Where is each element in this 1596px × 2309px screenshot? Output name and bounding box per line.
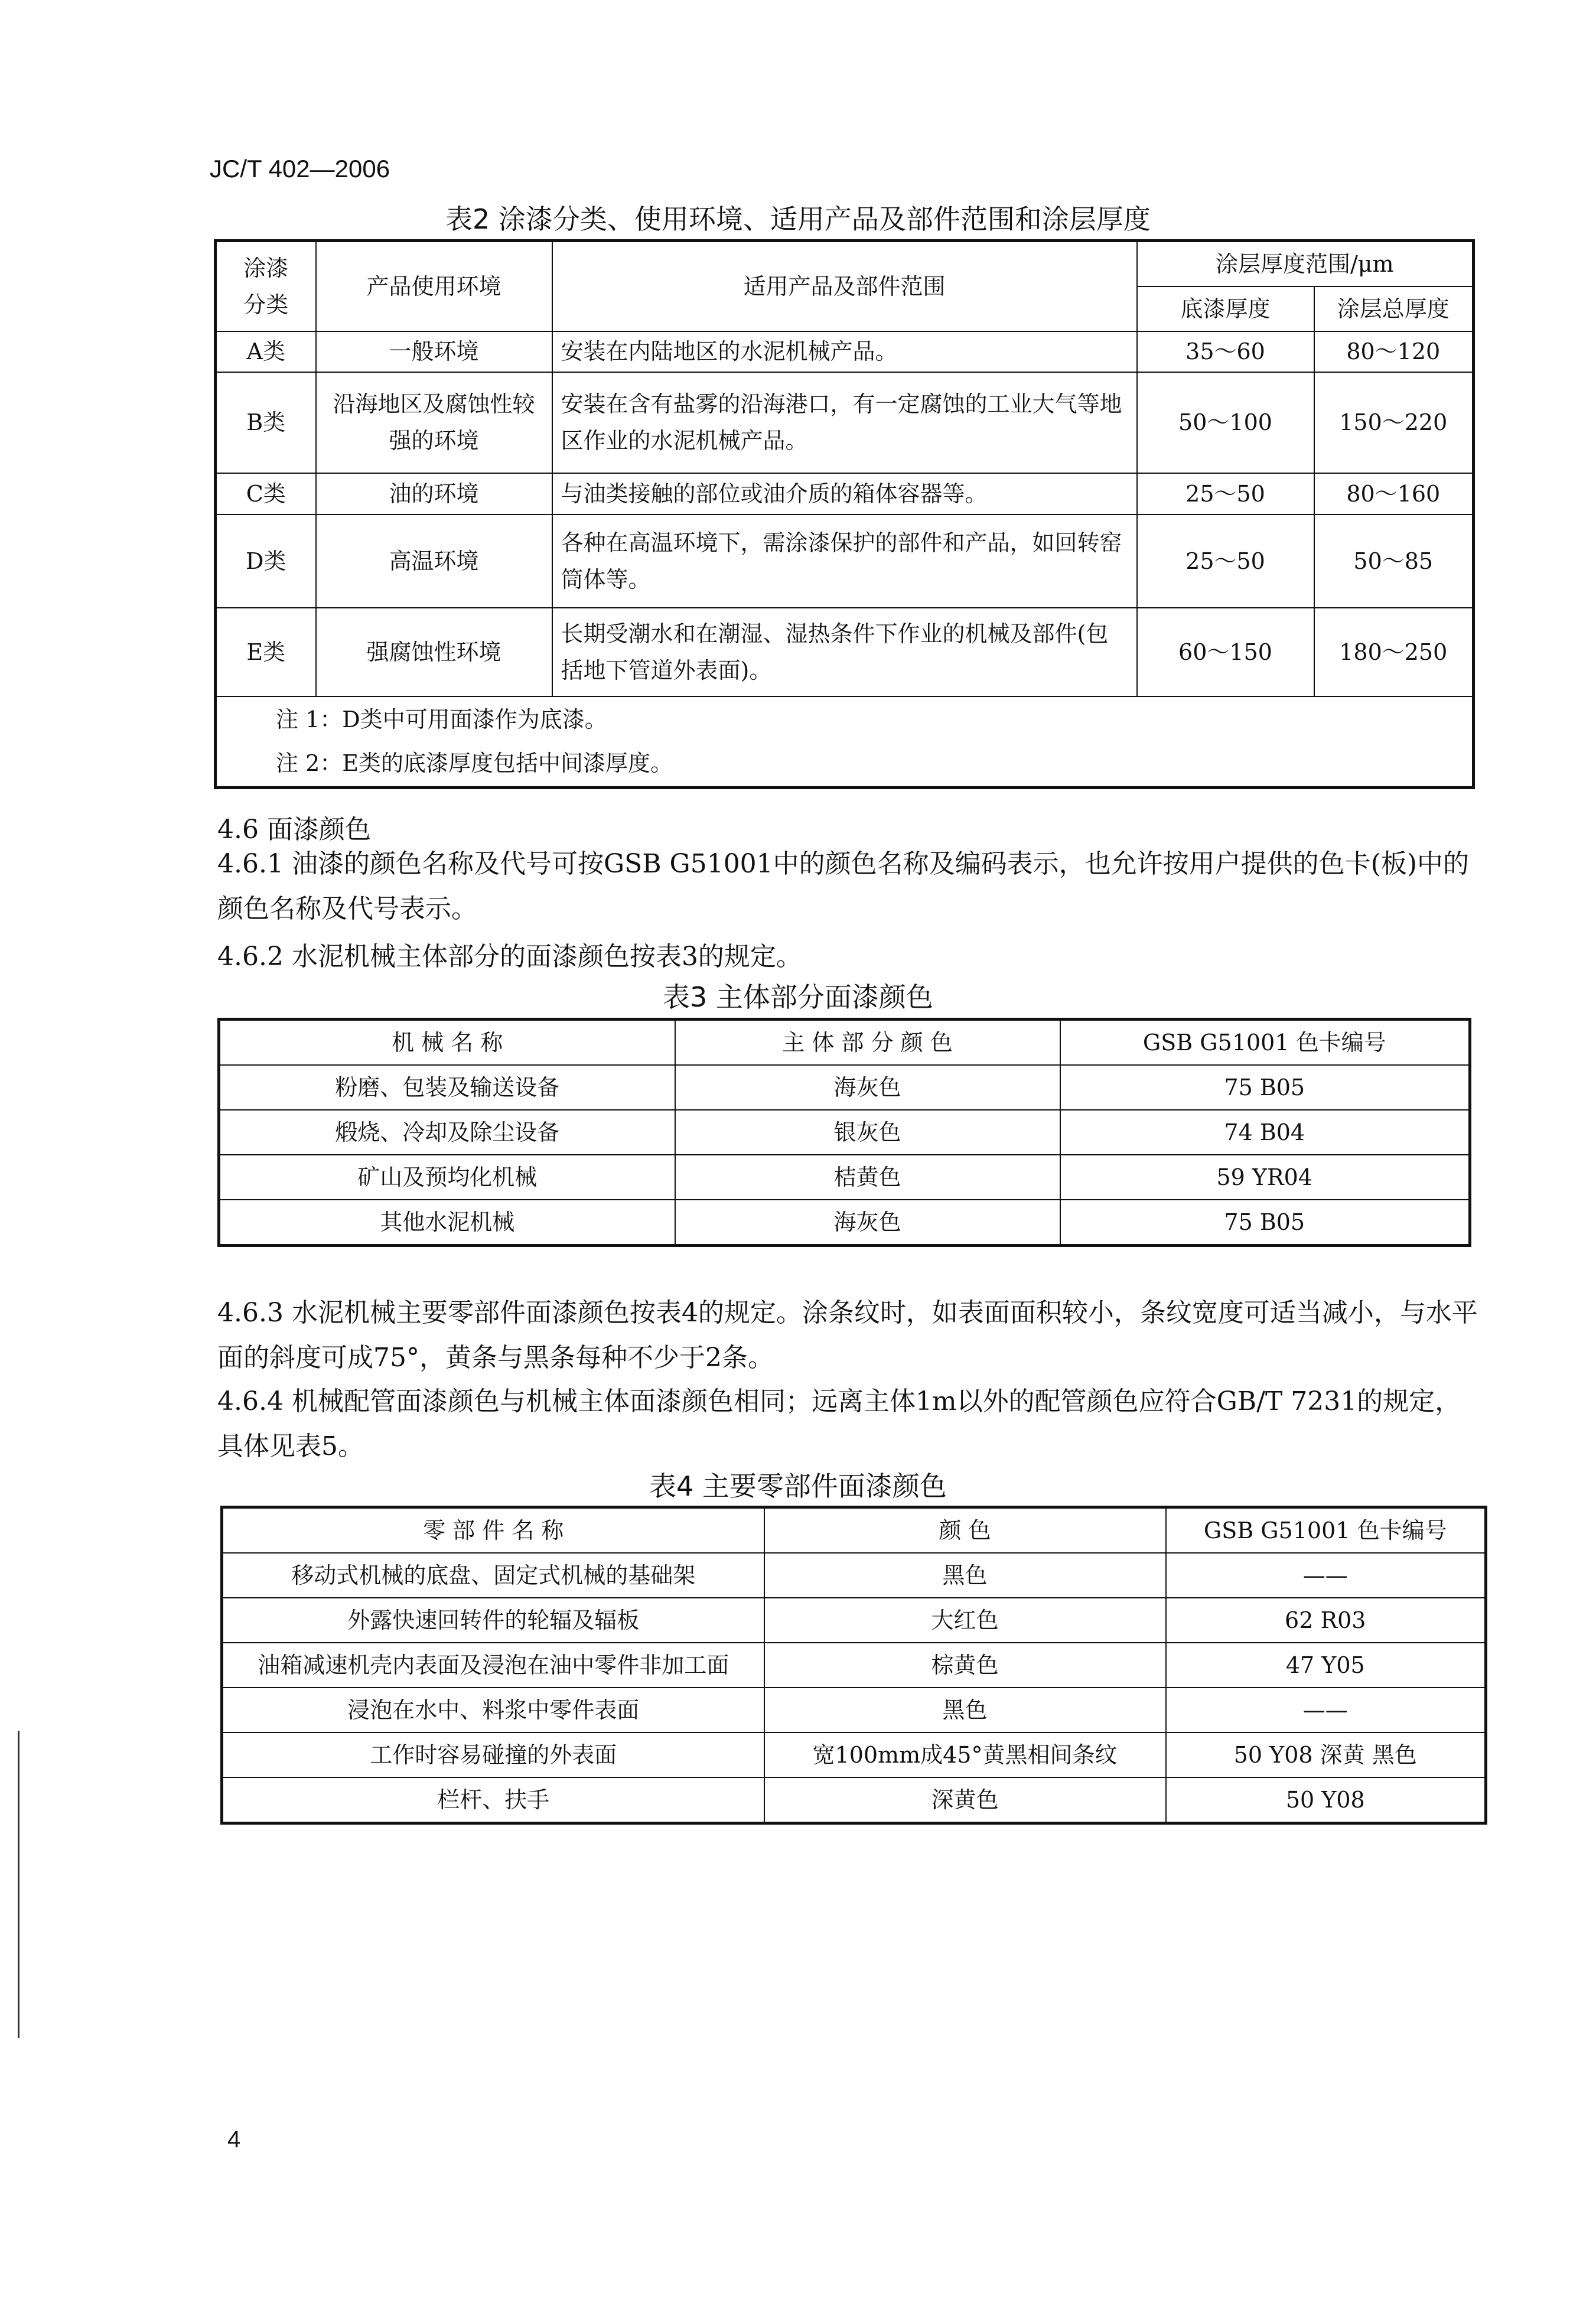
table-row: 外露快速回转件的轮辐及辐板 大红色 62 R03 (222, 1598, 1486, 1643)
table2 (214, 239, 1475, 789)
header-scope: 适用产品及部件范围 (552, 241, 1137, 331)
clause-4-6-4: 4.6.4 机械配管面漆颜色与机械主体面漆颜色相同；远离主体1m以外的配管颜色应符合GB/T 7231的规定，具体见表5。 (217, 1386, 1461, 1461)
section-4-6-title: 4.6 面漆颜色 (217, 815, 371, 845)
header-primer: 底漆厚度 (1137, 286, 1314, 331)
table-row: 油箱减速机壳内表面及浸泡在油中零件非加工面 棕黄色 47 Y05 (222, 1643, 1486, 1688)
table4-caption: 表4 主要零部件面漆颜色 (649, 1470, 947, 1502)
table-row: A类 一般环境 安装在内陆地区的水泥机械产品。 35～60 80～120 (216, 331, 1474, 372)
clause-4-6-3: 4.6.3 水泥机械主要零部件面漆颜色按表4的规定。涂条纹时，如表面面积较小，条纹宽度可适当减小，与水平面的斜度可成75°，黄条与黑条每种不少于2条。 (217, 1298, 1478, 1373)
page-number: 4 (227, 2126, 241, 2152)
table3 (217, 1018, 1471, 1247)
header-class: 涂漆 分类 (216, 241, 316, 331)
header-thickness: 涂层厚度范围/μm (1137, 241, 1474, 286)
table2-caption: 表2 涂漆分类、使用环境、适用产品及部件范围和涂层厚度 (445, 203, 1151, 235)
table-row: 矿山及预均化机械 桔黄色 59 YR04 (219, 1155, 1470, 1200)
header-env: 产品使用环境 (316, 241, 552, 331)
table-row: 栏杆、扶手 深黄色 50 Y08 (222, 1777, 1486, 1823)
table-header-row: 零 部 件 名 称 颜 色 GSB G51001 色卡编号 (222, 1507, 1486, 1554)
note-2: 注 2：E类的底漆厚度包括中间漆厚度。 (276, 750, 673, 777)
table-row: 移动式机械的底盘、固定式机械的基础架 黑色 —— (222, 1553, 1486, 1598)
table-row: 煅烧、冷却及除尘设备 银灰色 74 B04 (219, 1110, 1470, 1155)
clause-4-6-2: 4.6.2 水泥机械主体部分的面漆颜色按表3的规定。 (217, 942, 802, 972)
header-total: 涂层总厚度 (1314, 286, 1474, 331)
table2-notes (216, 696, 1474, 788)
table-row: 粉磨、包装及输送设备 海灰色 75 B05 (219, 1065, 1470, 1110)
table-row: D类 高温环境 各种在高温环境下，需涂漆保护的部件和产品，如回转窑筒体等。 25～50 50～85 (216, 514, 1474, 608)
note-1: 注 1：D类中可用面漆作为底漆。 (276, 706, 607, 733)
table-header-row: 机 械 名 称 主 体 部 分 颜 色 GSB G51001 色卡编号 (219, 1020, 1470, 1066)
table-row: C类 油的环境 与油类接触的部位或油介质的箱体容器等。 25～50 80～160 (216, 473, 1474, 514)
table-row: E类 强腐蚀性环境 长期受潮水和在潮湿、湿热条件下作业的机械及部件(包括地下管道外表面)。 60～150 180～250 (216, 608, 1474, 696)
standard-code-header: JC/T 402—2006 (210, 155, 390, 183)
table-row: B类 沿海地区及腐蚀性较强的环境 安装在含有盐雾的沿海港口，有一定腐蚀的工业大气等地区作业的水泥机械产品。 50～100 150～220 (216, 372, 1474, 473)
table-row: 其他水泥机械 海灰色 75 B05 (219, 1200, 1470, 1246)
table4 (220, 1506, 1487, 1825)
scan-edge-line (18, 1731, 19, 2038)
table3-caption: 表3 主体部分面漆颜色 (663, 981, 933, 1013)
table-row: 浸泡在水中、料浆中零件表面 黑色 —— (222, 1688, 1486, 1732)
clause-4-6-1: 4.6.1 油漆的颜色名称及代号可按GSB G51001中的颜色名称及编码表示，也允许按用户提供的色卡(板)中的颜色名称及代号表示。 (217, 849, 1470, 924)
table-row: 工作时容易碰撞的外表面 宽100mm成45°黄黑相间条纹 50 Y08 深黄 黑色 (222, 1732, 1486, 1777)
